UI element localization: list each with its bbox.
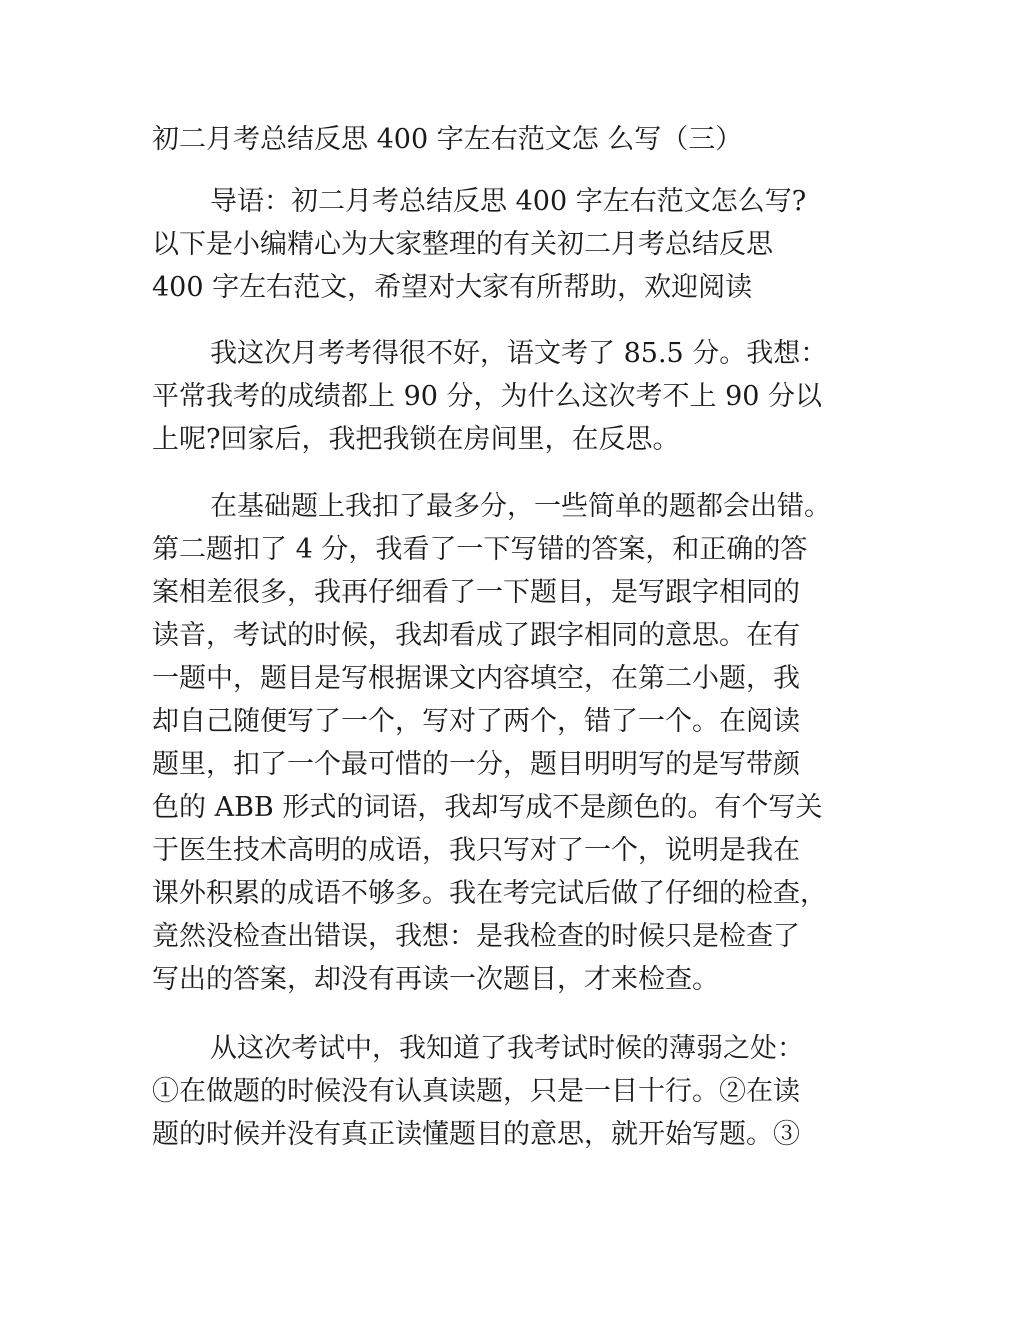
paragraph-line: 题里，扣了一个最可惜的一分，题目明明写的是写带颜 xyxy=(152,749,800,780)
paragraph-line: 色的 ABB 形式的词语，我却写成不是颜色的。有个写关 xyxy=(152,792,823,823)
paragraph-line: 于医生技术高明的成语，我只写对了一个，说明是我在 xyxy=(152,835,800,866)
paragraph-line: 我这次月考考得很不好，语文考了 85.5 分。我想： xyxy=(210,338,828,369)
paragraph-line: 题的时候并没有真正读懂题目的意思，就开始写题。③ xyxy=(152,1119,800,1150)
paragraph-line: 上呢?回家后，我把我锁在房间里，在反思。 xyxy=(152,424,680,455)
paragraph-line: 在基础题上我扣了最多分，一些简单的题都会出错。 xyxy=(210,491,831,522)
paragraph-line: 平常我考的成绩都上 90 分，为什么这次考不上 90 分以 xyxy=(152,381,823,412)
paragraph-line: 400 字左右范文，希望对大家有所帮助，欢迎阅读 xyxy=(152,272,753,303)
paragraph-line: 第二题扣了 4 分，我看了一下写错的答案，和正确的答 xyxy=(152,534,808,565)
paragraph-line: 以下是小编精心为大家整理的有关初二月考总结反思 xyxy=(152,229,773,260)
paragraph-line: 竟然没检查出错误，我想：是我检查的时候只是检查了 xyxy=(152,921,800,952)
paragraph-line: 却自己随便写了一个，写对了两个，错了一个。在阅读 xyxy=(152,706,800,737)
paragraph-line: 案相差很多，我再仔细看了一下题目，是写跟字相同的 xyxy=(152,577,800,608)
paragraph-line: 导语：初二月考总结反思 400 字左右范文怎么写? xyxy=(210,186,807,217)
paragraph-line: 从这次考试中，我知道了我考试时候的薄弱之处： xyxy=(210,1033,804,1064)
paragraph-line: 课外积累的成语不够多。我在考完试后做了仔细的检查， xyxy=(152,878,827,909)
paragraph-line: 读音，考试的时候，我却看成了跟字相同的意思。在有 xyxy=(152,620,800,651)
paragraph-line: 写出的答案，却没有再读一次题目，才来检查。 xyxy=(152,964,719,995)
paragraph-line: ①在做题的时候没有认真读题，只是一目十行。②在读 xyxy=(152,1076,800,1107)
document-title: 初二月考总结反思 400 字左右范文怎 么写（三） xyxy=(152,124,743,155)
paragraph-line: 一题中，题目是写根据课文内容填空，在第二小题，我 xyxy=(152,663,800,694)
